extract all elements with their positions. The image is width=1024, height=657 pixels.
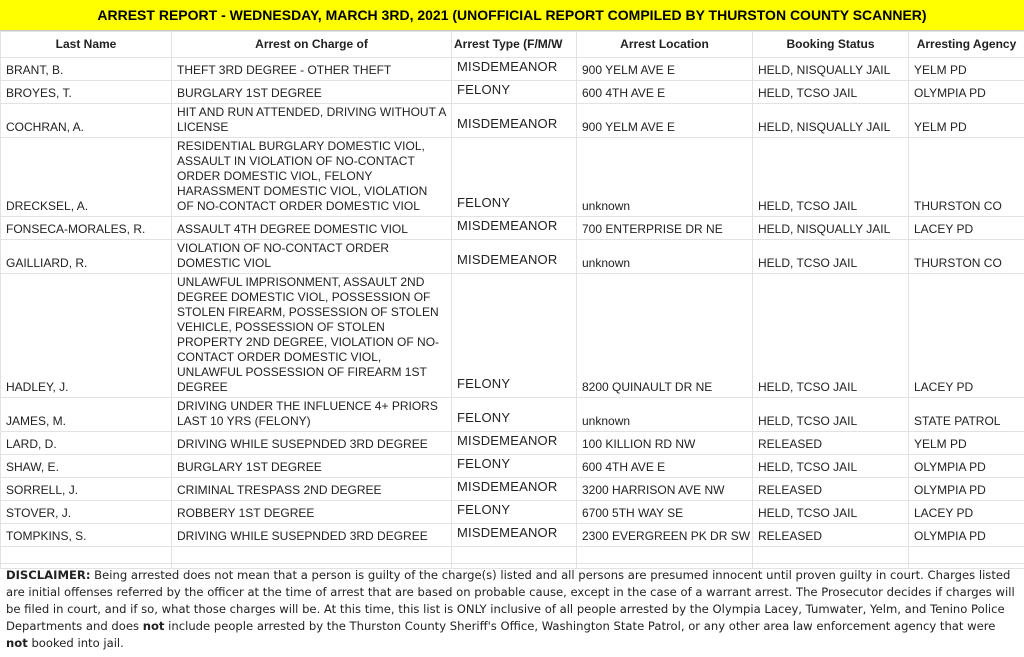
disclaimer-not-2: not [6,636,28,650]
cell-arresting-agency[interactable]: OLYMPIA PD [909,81,1024,104]
cell-arrest-type[interactable]: FELONY [452,81,577,104]
cell-last-name[interactable]: GAILLIARD, R. [1,240,172,274]
cell-arrest-location[interactable]: 3200 HARRISON AVE NW [577,478,753,501]
report-title: ARREST REPORT - WEDNESDAY, MARCH 3RD, 2021 (UNOFFICIAL REPORT COMPILED BY THURSTON COUNTY SCANNER) [0,0,1024,31]
cell-booking-status[interactable]: HELD, TCSO JAIL [753,138,909,217]
cell-booking-status[interactable]: HELD, TCSO JAIL [753,240,909,274]
cell-arrest-type[interactable]: FELONY [452,501,577,524]
cell-last-name[interactable]: BROYES, T. [1,81,172,104]
cell-arrest-type[interactable]: MISDEMEANOR [452,478,577,501]
cell-arrest-type[interactable]: MISDEMEANOR [452,58,577,81]
cell-charge[interactable]: BURGLARY 1ST DEGREE [172,455,452,478]
cell-arrest-type[interactable]: FELONY [452,455,577,478]
cell-last-name[interactable]: STOVER, J. [1,501,172,524]
cell-charge[interactable]: DRIVING WHILE SUSEPNDED 3RD DEGREE [172,524,452,547]
cell-arrest-type[interactable]: FELONY [452,138,577,217]
header-arrest-type[interactable]: Arrest Type (F/M/W [452,32,577,58]
cell-arrest-type[interactable]: MISDEMEANOR [452,524,577,547]
table-row [1,398,1024,432]
disclaimer [0,563,1024,657]
cell-arrest-type[interactable]: MISDEMEANOR [452,104,577,138]
cell-arrest-type[interactable]: FELONY [452,398,577,432]
cell-arrest-location[interactable]: unknown [577,398,753,432]
table-row [1,501,1024,524]
table-row [1,217,1024,240]
cell-arrest-type[interactable]: MISDEMEANOR [452,432,577,455]
cell-arrest-location[interactable]: 600 4TH AVE E [577,81,753,104]
cell-last-name[interactable]: FONSECA-MORALES, R. [1,217,172,240]
table-row [1,81,1024,104]
arrest-table [0,31,1024,569]
cell-booking-status[interactable]: HELD, NISQUALLY JAIL [753,104,909,138]
cell-booking-status[interactable]: HELD, TCSO JAIL [753,455,909,478]
cell-booking-status[interactable]: HELD, NISQUALLY JAIL [753,58,909,81]
cell-booking-status[interactable]: RELEASED [753,524,909,547]
table-row [1,240,1024,274]
cell-arrest-location[interactable]: 100 KILLION RD NW [577,432,753,455]
table-row [1,58,1024,81]
cell-booking-status[interactable]: HELD, NISQUALLY JAIL [753,217,909,240]
cell-last-name[interactable]: SORRELL, J. [1,478,172,501]
cell-arrest-location[interactable]: 6700 5TH WAY SE [577,501,753,524]
cell-charge[interactable]: HIT AND RUN ATTENDED, DRIVING WITHOUT A LICENSE [172,104,452,138]
cell-last-name[interactable]: TOMPKINS, S. [1,524,172,547]
cell-charge[interactable]: UNLAWFUL IMPRISONMENT, ASSAULT 2ND DEGREE DOMESTIC VIOL, POSSESSION OF STOLEN FIREARM, POSSESSION OF STOLEN VEHICLE, POSSESSION OF STOLEN PROPERTY 2ND DEGREE, VIOLATION OF NO-CONTACT ORDER DOMESTIC VIOL, UNLAWFUL POSSESSION OF FIREARM 1ST DEGREE [172,274,452,398]
cell-arresting-agency[interactable]: LACEY PD [909,217,1024,240]
cell-last-name[interactable]: COCHRAN, A. [1,104,172,138]
cell-last-name[interactable]: JAMES, M. [1,398,172,432]
cell-arresting-agency[interactable]: LACEY PD [909,274,1024,398]
cell-booking-status[interactable]: HELD, TCSO JAIL [753,274,909,398]
cell-last-name[interactable]: HADLEY, J. [1,274,172,398]
table-row [1,478,1024,501]
disclaimer-not-1: not [142,619,165,633]
disclaimer-text-1: Being arrested does not mean that a person is guilty of the charge(s) listed and all persons are presumed innocent until proven guilty in court. Charges listed are initial offenses referred by the officer at the time of arrest that are based on probable cause, except in the case of a warrant arrest. The Prosecutor decides if charges will be filed in court, and if so, what those charges will be. At this time, this list is ONLY inclusive of all people arrested by the Olympia Lacey, Tumwater, Yelm, and Tenino Police Departments and does [6,568,1015,633]
cell-arrest-type[interactable]: FELONY [452,274,577,398]
cell-charge[interactable]: VIOLATION OF NO-CONTACT ORDER DOMESTIC VIOL [172,240,452,274]
cell-charge[interactable]: ROBBERY 1ST DEGREE [172,501,452,524]
header-charge[interactable]: Arrest on Charge of [172,32,452,58]
cell-booking-status[interactable]: RELEASED [753,478,909,501]
cell-charge[interactable]: BURGLARY 1ST DEGREE [172,81,452,104]
cell-arresting-agency[interactable]: YELM PD [909,58,1024,81]
table-row [1,104,1024,138]
cell-arresting-agency[interactable]: OLYMPIA PD [909,524,1024,547]
cell-booking-status[interactable]: HELD, TCSO JAIL [753,501,909,524]
cell-charge[interactable]: ASSAULT 4TH DEGREE DOMESTIC VIOL [172,217,452,240]
header-last-name[interactable]: Last Name [1,32,172,58]
disclaimer-text-2: include people arrested by the Thurston County Sheriff's Office, Washington State Patrol, or any other area law enforcement agency that were [164,619,996,633]
cell-arrest-location[interactable]: 8200 QUINAULT DR NE [577,274,753,398]
header-booking-status[interactable]: Booking Status [753,32,909,58]
table-row [1,432,1024,455]
cell-arrest-location[interactable]: unknown [577,138,753,217]
header-arrest-location[interactable]: Arrest Location [577,32,753,58]
cell-arresting-agency[interactable]: THURSTON CO [909,138,1024,217]
cell-last-name[interactable]: BRANT, B. [1,58,172,81]
cell-arrest-location[interactable]: 700 ENTERPRISE DR NE [577,217,753,240]
cell-arresting-agency[interactable]: YELM PD [909,104,1024,138]
cell-last-name[interactable]: LARD, D. [1,432,172,455]
cell-charge[interactable]: DRIVING WHILE SUSEPNDED 3RD DEGREE [172,432,452,455]
table-row [1,524,1024,547]
cell-arrest-type[interactable]: MISDEMEANOR [452,240,577,274]
disclaimer-text-3: booked into jail. [27,636,124,650]
cell-arrest-location[interactable]: unknown [577,240,753,274]
cell-arresting-agency[interactable]: OLYMPIA PD [909,478,1024,501]
cell-charge[interactable]: THEFT 3RD DEGREE - OTHER THEFT [172,58,452,81]
cell-arresting-agency[interactable]: OLYMPIA PD [909,455,1024,478]
cell-arresting-agency[interactable]: THURSTON CO [909,240,1024,274]
table-row [1,138,1024,217]
cell-arresting-agency[interactable]: LACEY PD [909,501,1024,524]
cell-arrest-location[interactable]: 900 YELM AVE E [577,104,753,138]
cell-arresting-agency[interactable]: YELM PD [909,432,1024,455]
table-row [1,274,1024,398]
cell-last-name[interactable]: SHAW, E. [1,455,172,478]
cell-charge[interactable]: CRIMINAL TRESPASS 2ND DEGREE [172,478,452,501]
cell-charge[interactable]: DRIVING UNDER THE INFLUENCE 4+ PRIORS LAST 10 YRS (FELONY) [172,398,452,432]
table-header-row [1,32,1024,58]
header-arresting-agency[interactable]: Arresting Agency [909,32,1024,58]
cell-booking-status[interactable]: HELD, TCSO JAIL [753,398,909,432]
cell-arrest-location[interactable]: 900 YELM AVE E [577,58,753,81]
cell-arrest-location[interactable]: 600 4TH AVE E [577,455,753,478]
cell-arrest-location[interactable]: 2300 EVERGREEN PK DR SW [577,524,753,547]
cell-arresting-agency[interactable]: STATE PATROL [909,398,1024,432]
cell-booking-status[interactable]: HELD, TCSO JAIL [753,81,909,104]
disclaimer-label: DISCLAIMER: [6,568,91,582]
cell-arrest-type[interactable]: MISDEMEANOR [452,217,577,240]
cell-last-name[interactable]: DRECKSEL, A. [1,138,172,217]
cell-booking-status[interactable]: RELEASED [753,432,909,455]
cell-charge[interactable]: RESIDENTIAL BURGLARY DOMESTIC VIOL, ASSAULT IN VIOLATION OF NO-CONTACT ORDER DOMESTIC VIOL, FELONY HARASSMENT DOMESTIC VIOL, VIOLATION OF NO-CONTACT ORDER DOMESTIC VIOL [172,138,452,217]
table-row [1,455,1024,478]
